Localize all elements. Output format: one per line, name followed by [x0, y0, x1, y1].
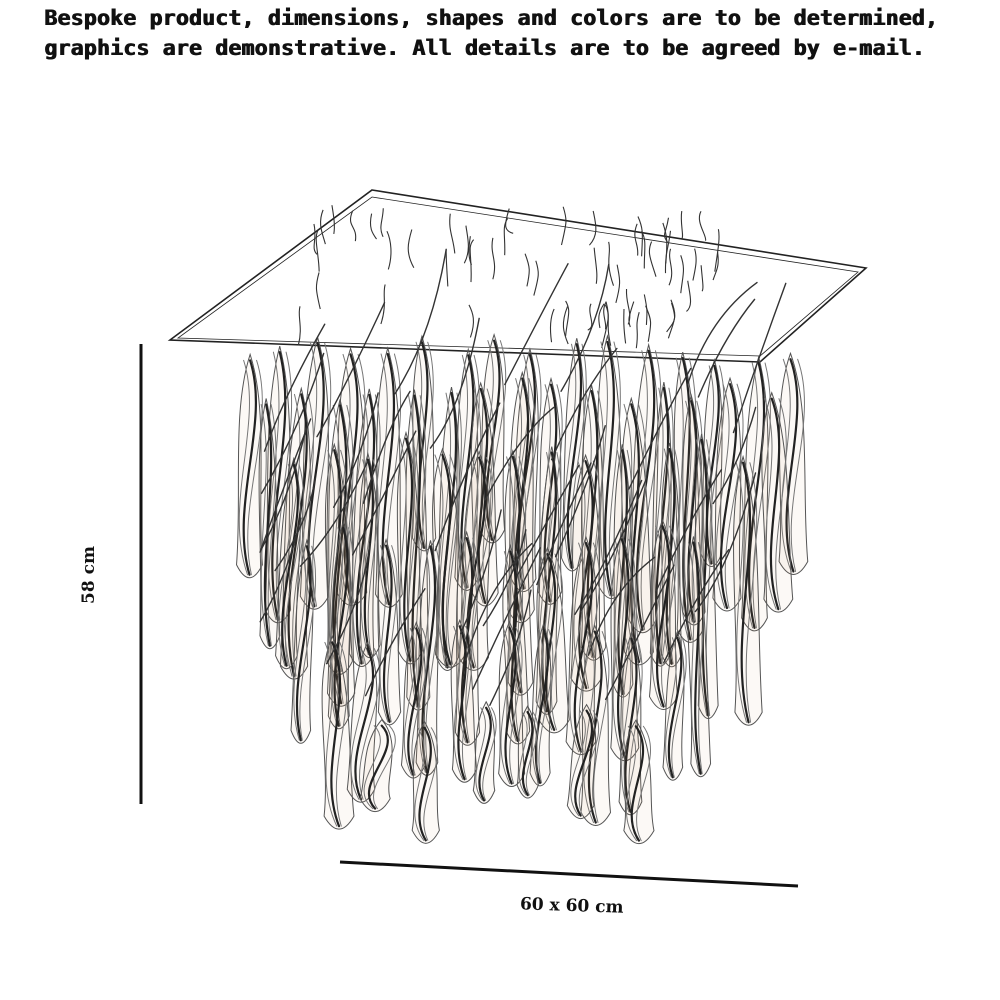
glass-pendant — [624, 720, 654, 843]
height-dimension-label: 58 cm — [78, 546, 99, 604]
width-dimension-label: 60 x 60 cm — [519, 894, 624, 918]
mount-rod — [681, 211, 682, 238]
canopy-plate — [170, 190, 866, 362]
glass-pendant — [237, 354, 263, 577]
mount-rod — [699, 211, 705, 241]
width-dimension-line — [340, 862, 798, 886]
disclaimer-text: Bespoke product, dimensions, shapes and colors are to be determined, graphics are demonstrative. All details are to be agreed by e-mail. — [44, 6, 938, 61]
